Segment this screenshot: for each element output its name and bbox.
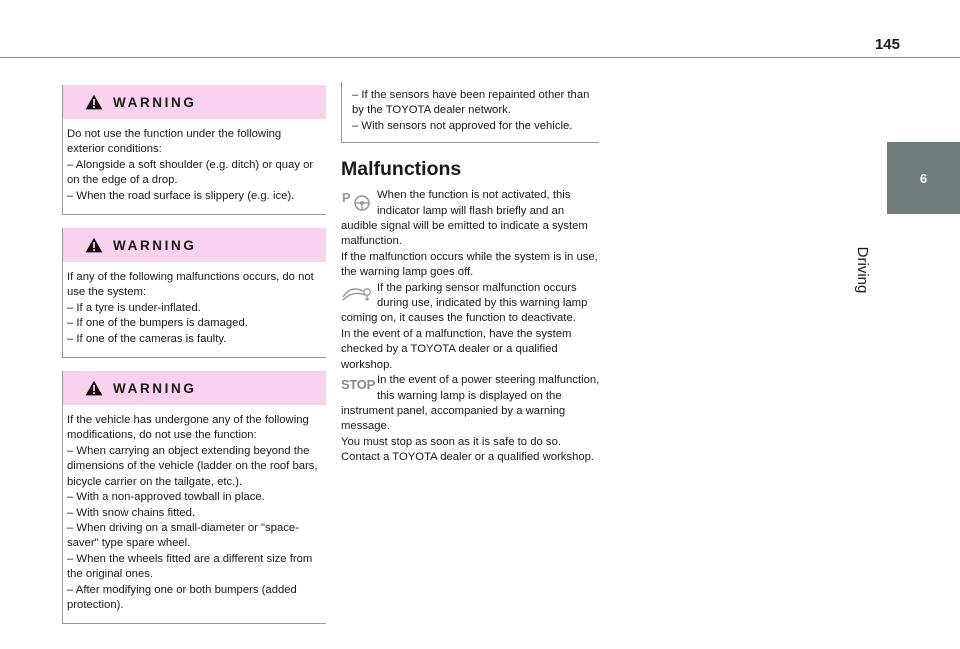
warning-header — [63, 85, 326, 119]
malfunction-paragraph: In the event of a power steering malfunction, this warning lamp is displayed on the instrument panel, accompanied by a warning message. — [341, 374, 600, 433]
warning-line: – If one of the bumpers is damaged. — [67, 317, 248, 330]
warning-box-2 — [62, 228, 326, 358]
warning-line: – When the wheels fitted are a different size from the original ones. — [67, 552, 313, 581]
warning-line: – After modifying one or both bumpers (added protection). — [67, 583, 297, 611]
section-title: Malfunctions — [341, 158, 462, 181]
warning-continuation-box — [341, 82, 599, 143]
right-column — [341, 82, 603, 466]
park-assist-lamp — [341, 188, 373, 212]
warning-line: – If the sensors have been repainted other than by the TOYOTA dealer network. — [352, 89, 590, 117]
warning-title: WARNING — [113, 237, 197, 253]
park-assist-lamp-icon — [341, 188, 373, 212]
warning-line: – When driving on a small-diameter or "space-saver" type spare wheel. — [67, 521, 299, 550]
warning-line: Do not use the function under the following exterior conditions: — [67, 128, 282, 156]
stop-lamp — [341, 373, 373, 397]
parking-sensor-lamp — [341, 281, 373, 305]
warning-triangle-icon — [85, 380, 103, 396]
svg-text:P: P — [342, 190, 351, 206]
chapter-tab — [887, 142, 960, 214]
warning-header — [63, 228, 326, 262]
warning-title: WARNING — [113, 380, 197, 396]
chapter-label — [853, 240, 873, 300]
chapter-label-text: Driving — [854, 246, 872, 294]
warning-line: If the vehicle has undergone any of the following modifications, do not use the function: — [67, 414, 309, 442]
left-column — [62, 85, 326, 637]
warning-line: – When carrying an object extending beyond the dimensions of the vehicle (ladder on the roof bars, bicycle carrier on the tailgate, etc.). — [67, 444, 318, 488]
header-divider — [0, 57, 960, 58]
warning-line: If any of the following malfunctions occurs, do not use the system: — [67, 271, 314, 299]
parking-sensor-lamp-icon — [341, 281, 373, 305]
warning-body — [63, 119, 326, 214]
chapter-number: 6 — [919, 170, 928, 186]
warning-box-1 — [62, 85, 326, 215]
warning-line: – With snow chains fitted. — [67, 506, 196, 519]
malfunction-paragraph: If the parking sensor malfunction occurs during use, indicated by this warning lamp coming on, it causes the function to deactivate. — [341, 281, 588, 325]
warning-line: – If a tyre is under-inflated. — [67, 301, 201, 314]
warning-line: – If one of the cameras is faulty. — [67, 332, 227, 345]
warning-body — [63, 262, 326, 357]
malfunctions-text — [341, 188, 601, 465]
warning-triangle-icon — [85, 237, 103, 253]
page-number: 145 — [874, 36, 900, 53]
warning-line: – When the road surface is slippery (e.g. ice). — [67, 189, 295, 202]
warning-line: – With a non-approved towball in place. — [67, 491, 265, 504]
warning-line: – With sensors not approved for the vehicle. — [352, 119, 573, 132]
warning-header — [63, 371, 326, 405]
warning-line: – Alongside a soft shoulder (e.g. ditch) or quay or on the edge of a drop. — [67, 158, 314, 187]
malfunction-paragraph: In the event of a malfunction, have the system checked by a TOYOTA dealer or a qualified workshop. — [341, 327, 572, 371]
malfunction-paragraph: If the malfunction occurs while the system is in use, the warning lamp goes off. — [341, 250, 598, 279]
warning-title: WARNING — [113, 94, 197, 110]
warning-body — [63, 405, 326, 623]
malfunction-paragraph: You must stop as soon as it is safe to do so. Contact a TOYOTA dealer or a qualified workshop. — [341, 435, 595, 464]
stop-lamp-icon: STOP — [341, 377, 375, 393]
warning-box-3 — [62, 371, 326, 624]
malfunction-paragraph: When the function is not activated, this indicator lamp will flash briefly and an audible signal will be emitted to indicate a system malfunction. — [341, 189, 588, 248]
warning-triangle-icon — [85, 94, 103, 110]
